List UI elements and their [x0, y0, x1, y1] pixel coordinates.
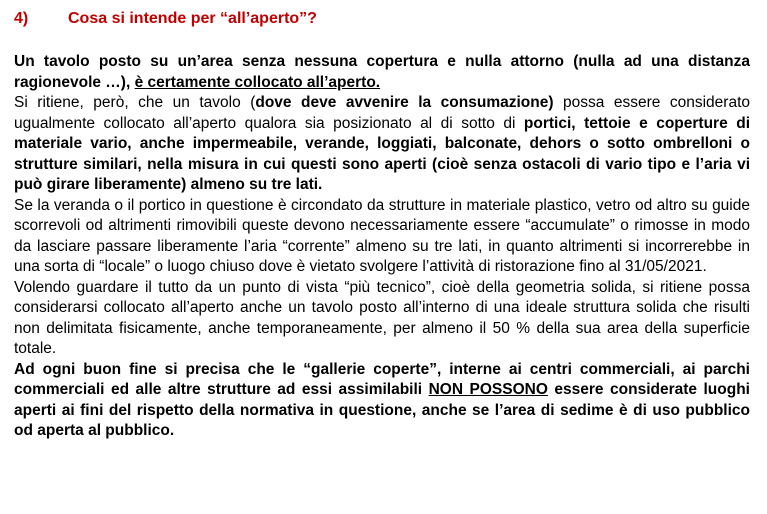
paragraph-5-underlined: NON POSSONO [428, 381, 548, 398]
document-body [14, 52, 750, 442]
section-number: 4) [14, 10, 29, 27]
section-heading [14, 8, 317, 30]
section-title: Cosa si intende per “all’aperto”? [68, 10, 317, 27]
paragraph-2-part-2: dove deve avvenire la consumazione) [255, 94, 554, 111]
paragraph-2-part-3: possa essere considerato ugualmente collocato all’aperto qualora sia posizionato al di sotto di [14, 94, 750, 132]
paragraph-2-part-1: Si ritiene, però, che un tavolo ( [14, 94, 256, 111]
paragraph-1-intro: Un tavolo posto su un’area senza nessuna copertura e nulla attorno (nulla ad una distanza ragionevole …), [14, 53, 750, 91]
paragraph-5-part-1: Ad ogni buon fine si precisa che le “gallerie coperte”, interne ai centri commerciali, ai parchi commerciali ed alle altre strutture ad essi assimilabili [14, 360, 750, 398]
paragraph-2 [14, 93, 750, 196]
paragraph-1-underlined: è certamente collocato all’aperto. [134, 73, 381, 91]
paragraph-5 [14, 360, 750, 442]
paragraph-4: Volendo guardare il tutto da un punto di vista “più tecnico”, cioè della geometria solida, si ritiene possa considerarsi collocato all’aperto anche un tavolo posto all’interno di una ideale struttura solida che risulti non delimitata fisicamente, anche temporaneamente, per almeno il 50 % della sua area della superficie totale. [14, 278, 750, 357]
paragraph-3: Se la veranda o il portico in questione è circondato da strutture in materiale plastico, vetro od altro su guide scorrevoli od altrimenti rimovibili queste devono necessariamente essere “accumulate” o rimosse in modo da lasciare passare liberamente l’aria “corrente” almeno su tre lati, in quanto altrimenti si incorrerebbe in una sorta di “locale” o luogo chiuso dove è vietato svolgere l’attività di ristorazione fino al 31/05/2021. [14, 196, 750, 275]
paragraph-5-part-3: essere considerate luoghi aperti ai fini del rispetto della normativa in questione, anche se l’area di sedime è di uso pubblico od aperta al pubblico. [14, 381, 750, 439]
paragraph-1 [14, 52, 750, 93]
paragraph-2-part-4: portici, tettoie e coperture di materiale vario, anche impermeabile, verande, loggiati, balconate, dehors o sotto ombrelloni o strutture similari, nella misura in cui questi sono aperti (cioè senza ostacoli di vario tipo e l’aria vi può girare liberamente) almeno su tre lati. [14, 114, 750, 193]
